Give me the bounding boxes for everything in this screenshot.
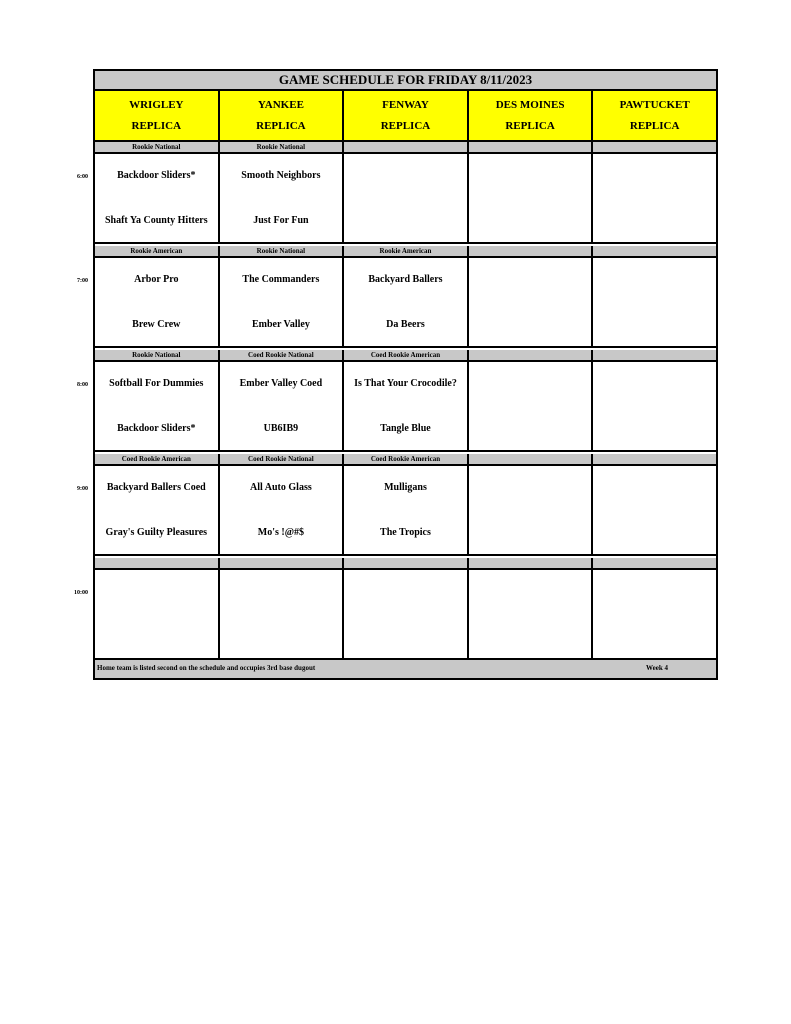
division-label: Rookie American [95,246,220,256]
home-team-note: Home team is listed second on the schedule and occupies 3rd base dugout [97,664,316,672]
home-team: UB6IB9 [263,423,299,434]
division-row [95,454,716,466]
division-label [469,350,594,360]
game-row [95,570,716,660]
game-cell [220,154,345,242]
field-type: REPLICA [380,120,431,132]
division-label [95,558,220,568]
week-label: Week 4 [646,664,668,672]
game-cell [95,570,220,658]
game-cell [95,362,220,450]
game-cell [469,362,594,450]
division-label: Coed Rookie National [220,454,345,464]
away-team: Backyard Ballers Coed [106,482,206,493]
away-team: The Commanders [242,274,320,285]
division-row [95,558,716,570]
game-cell [344,258,469,346]
game-cell [220,258,345,346]
field-header-pawtucket [593,91,716,140]
division-label: Coed Rookie American [95,454,220,464]
time-slot [95,454,716,556]
field-type: REPLICA [629,120,680,132]
game-cell [593,362,716,450]
time-slot [95,142,716,244]
game-cell [469,570,594,658]
division-label: Rookie National [95,350,220,360]
division-label [344,558,469,568]
field-name: FENWAY [382,99,429,111]
schedule-table [93,69,718,680]
game-cell [593,258,716,346]
field-type: REPLICA [131,120,182,132]
schedule-footer [95,660,716,678]
home-team: Ember Valley [251,319,310,330]
division-label [469,246,594,256]
away-team: Backyard Ballers [368,274,443,285]
home-team: Mo's !@#$ [257,527,305,538]
division-label [593,350,716,360]
away-team: Softball For Dummies [109,378,204,389]
division-label: Coed Rookie American [344,454,469,464]
away-team: Smooth Neighbors [241,170,321,181]
time-slot [95,350,716,452]
field-header-fenway [344,91,469,140]
division-label [593,558,716,568]
division-label: Rookie National [95,142,220,152]
division-label: Coed Rookie American [344,350,469,360]
time-slot [95,558,716,660]
field-type: REPLICA [505,120,555,132]
division-label: Rookie American [344,246,469,256]
time-label: 10:00 [74,590,88,596]
division-label [469,558,594,568]
time-label: 9:00 [77,486,88,492]
field-header-row [95,91,716,142]
game-row [95,258,716,348]
field-name: YANKEE [257,99,304,111]
game-row [95,466,716,556]
division-label [593,454,716,464]
game-cell [95,466,220,554]
division-label [593,142,716,152]
game-cell [95,154,220,242]
away-team: All Auto Glass [250,482,312,493]
division-row [95,142,716,154]
home-team: The Tropics [380,527,431,538]
game-cell [344,466,469,554]
field-name: WRIGLEY [129,99,184,111]
game-cell [469,466,594,554]
home-team: Brew Crew [132,319,181,330]
away-team: Ember Valley Coed [239,378,323,389]
time-label: 8:00 [77,382,88,388]
home-team: Backdoor Sliders* [117,423,196,434]
game-cell [344,154,469,242]
away-team: Arbor Pro [134,274,179,285]
division-row [95,246,716,258]
away-team: Mulligans [384,482,427,493]
game-row [95,362,716,452]
game-row [95,154,716,244]
field-header-yankee [220,91,345,140]
division-label [469,142,594,152]
field-header-des-moines [469,91,594,140]
game-cell [593,154,716,242]
game-cell [593,466,716,554]
game-cell [469,258,594,346]
game-cell [593,570,716,658]
field-name: PAWTUCKET [619,99,690,111]
field-header-wrigley [95,91,220,140]
division-label [469,454,594,464]
away-team: Is That Your Crocodile? [354,378,457,389]
game-cell [220,362,345,450]
time-label: 6:00 [77,174,88,180]
schedule-title: GAME SCHEDULE FOR FRIDAY 8/11/2023 [95,71,716,91]
home-team: Da Beers [386,319,425,330]
game-cell [344,570,469,658]
game-cell [344,362,469,450]
home-team: Just For Fun [253,215,309,226]
game-cell [220,570,345,658]
home-team: Gray's Guilty Pleasures [105,527,208,538]
division-label: Rookie National [220,246,345,256]
division-label: Coed Rookie National [220,350,345,360]
time-slot [95,246,716,348]
game-cell [220,466,345,554]
division-label: Rookie National [220,142,345,152]
division-label [593,246,716,256]
field-type: REPLICA [256,120,306,132]
home-team: Tangle Blue [380,423,431,434]
home-team: Shaft Ya County Hitters [104,215,208,226]
game-cell [95,258,220,346]
field-name: DES MOINES [495,99,565,111]
division-label [344,142,469,152]
division-label [220,558,345,568]
division-row [95,350,716,362]
time-label: 7:00 [77,278,88,284]
game-cell [469,154,594,242]
away-team: Backdoor Sliders* [117,170,196,181]
